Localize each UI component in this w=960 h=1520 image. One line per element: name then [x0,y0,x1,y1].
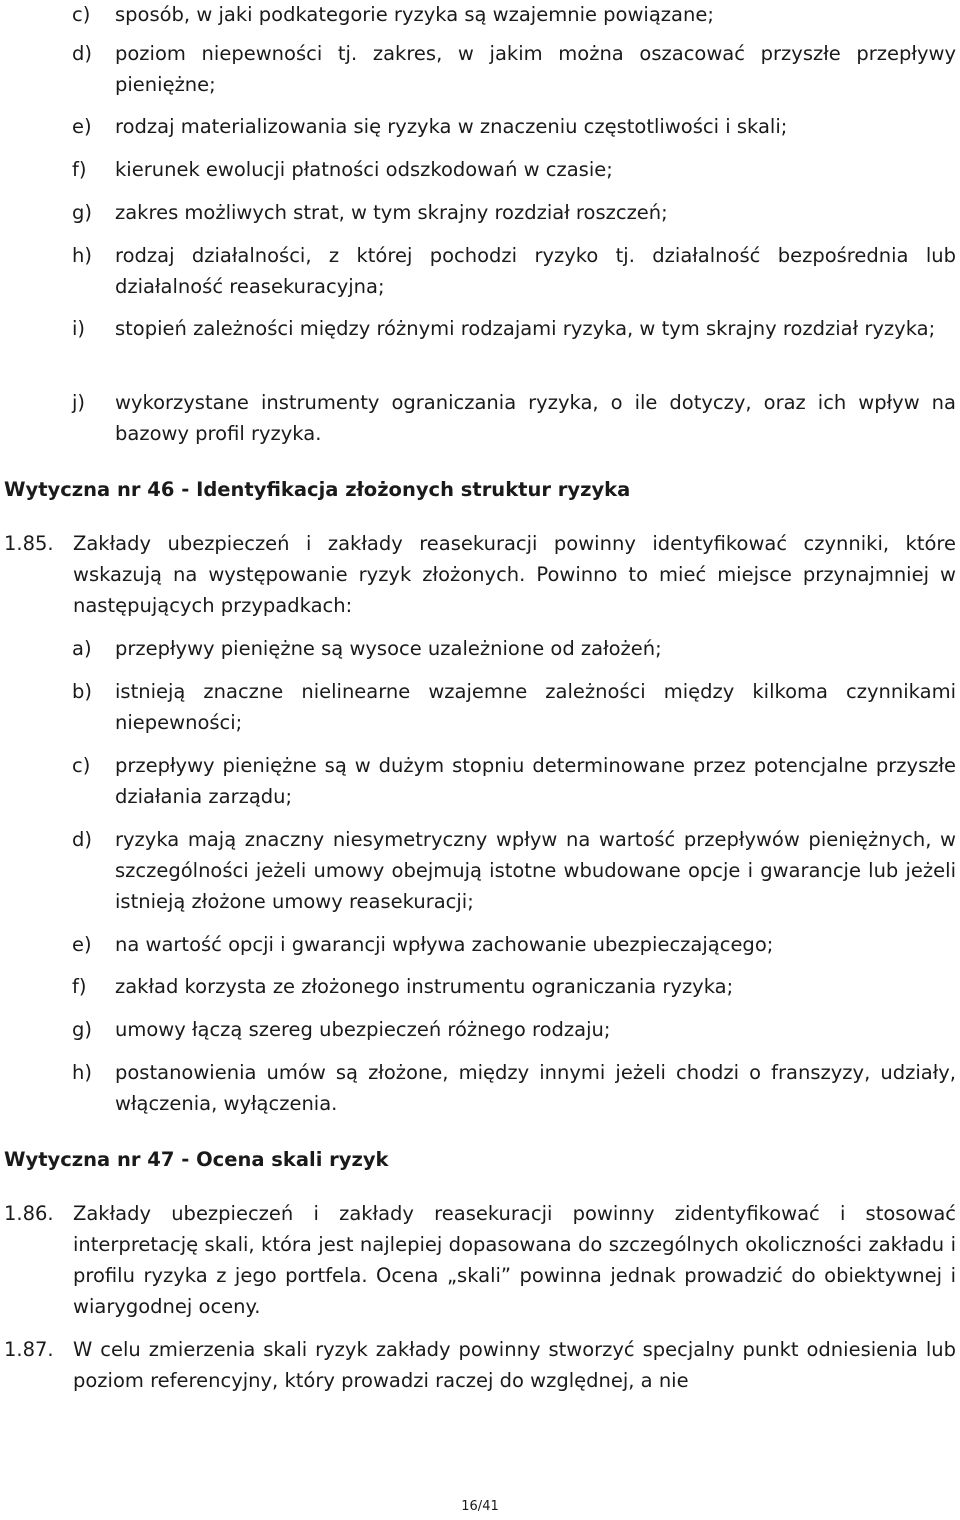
list-text: zakres możliwych strat, w tym skrajny rozdział roszczeń; [115,201,668,224]
list-item-i [72,313,956,344]
list-label: i) [72,317,86,340]
list-item-f [72,971,956,1002]
list-text: na wartość opcji i gwarancji wpływa zachowanie ubezpieczającego; [115,933,774,956]
list-label: g) [72,1018,92,1041]
list-label: c) [72,754,91,777]
list-text: rodzaj materializowania się ryzyka w znaczeniu częstotliwości i skali; [115,115,788,138]
list-text: wykorzystane instrumenty ograniczania ryzyka, o ile dotyczy, oraz ich wpływ na bazowy profil ryzyka. [115,391,956,445]
list-item-e [72,929,956,960]
list-text: stopień zależności między różnymi rodzajami ryzyka, w tym skrajny rozdział ryzyka; [115,317,936,340]
list-text: przepływy pieniężne są w dużym stopniu determinowane przez potencjalne przyszłe działania zarządu; [115,754,956,808]
paragraph-1-86 [4,1198,956,1322]
list-item-d [72,824,956,917]
list-label: g) [72,201,92,224]
list-text: sposób, w jaki podkategorie ryzyka są wzajemnie powiązane; [115,3,714,26]
list-label: e) [72,933,92,956]
list-text: postanowienia umów są złożone, między innymi jeżeli chodzi o franszyzy, udziały, włączenia, wyłączenia. [115,1061,956,1115]
list-label: a) [72,637,92,660]
paragraph-text: W celu zmierzenia skali ryzyk zakłady powinny stworzyć specjalny punkt odniesienia lub poziom referencyjny, który prowadzi raczej do względnej, a nie [73,1338,956,1392]
list-label: h) [72,244,92,267]
list-item-j [72,387,956,449]
section-heading-47: Wytyczna nr 47 - Ocena skali ryzyk [4,1148,389,1171]
page-number: 16/41 [461,1499,499,1514]
list-item-e [72,111,956,142]
list-label: f) [72,158,87,181]
list-item-h [72,1057,956,1119]
list-item-g [72,197,956,228]
list-text: ryzyka mają znaczny niesymetryczny wpływ na wartość przepływów pieniężnych, w szczególności jeżeli umowy obejmują istotne wbudowane opcje i gwarancje lub jeżeli istnieją złożone umowy reasekuracji; [115,828,956,913]
list-item-c [72,750,956,812]
list-text: rodzaj działalności, z której pochodzi ryzyko tj. działalność bezpośrednia lub działalność reasekuracyjna; [115,244,956,298]
list-label: b) [72,680,92,703]
list-text: poziom niepewności tj. zakres, w jakim można oszacować przyszłe przepływy pieniężne; [115,42,956,96]
list-label: e) [72,115,92,138]
list-item-a [72,633,956,664]
paragraph-1-85 [4,528,956,621]
list-text: kierunek ewolucji płatności odszkodowań w czasie; [115,158,613,181]
paragraph-number: 1.85. [4,532,54,555]
list-item-g [72,1014,956,1045]
paragraph-number: 1.86. [4,1202,54,1225]
list-item-b [72,676,956,738]
list-item-h [72,240,956,302]
list-text: przepływy pieniężne są wysoce uzależnione od założeń; [115,637,662,660]
list-text: istnieją znaczne nielinearne wzajemne zależności między kilkoma czynnikami niepewności; [115,680,956,734]
list-text: umowy łączą szereg ubezpieczeń różnego rodzaju; [115,1018,611,1041]
list-item-f [72,154,956,185]
list-label: d) [72,828,92,851]
list-label: d) [72,42,92,65]
paragraph-text: Zakłady ubezpieczeń i zakłady reasekuracji powinny zidentyfikować i stosować interpretację skali, która jest najlepiej dopasowana do szczególnych okoliczności zakładu i profilu ryzyka z jego portfela. Ocena „skali” powinna jednak prowadzić do obiektywnej i wiarygodnej oceny. [73,1202,956,1318]
paragraph-number: 1.87. [4,1338,54,1361]
paragraph-1-87 [4,1334,956,1396]
list-text: zakład korzysta ze złożonego instrumentu ograniczania ryzyka; [115,975,734,998]
section-heading-46: Wytyczna nr 46 - Identyfikacja złożonych struktur ryzyka [4,478,631,501]
paragraph-text: Zakłady ubezpieczeń i zakłady reasekuracji powinny identyfikować czynniki, które wskazują na występowanie ryzyk złożonych. Powinno to mieć miejsce przynajmniej w następujących przypadkach: [73,532,956,617]
list-label: f) [72,975,87,998]
list-item-c [72,0,956,30]
list-label: j) [72,391,86,414]
list-item-d [72,38,956,100]
list-label: h) [72,1061,92,1084]
list-label: c) [72,3,91,26]
